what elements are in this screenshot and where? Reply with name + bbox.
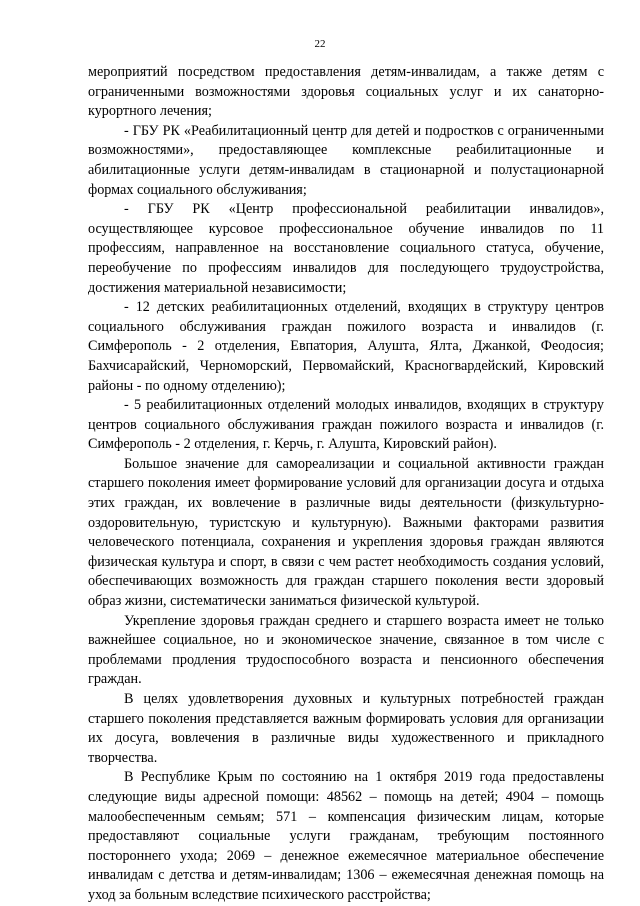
list-item-vocational-rehab-center: - ГБУ РК «Центр профессиональной реабилитации инвалидов», осуществляющее курсовое профессиональное обучение инвалидов по 11 профессиям, направленное на восстановление социального статуса, обучение, переобучение по профессиям инвалидов для последующего трудоустройства, достижения материальной независимости;: [88, 201, 604, 296]
paragraph-leisure-sports: Большое значение для самореализации и социальной активности граждан старшего поколения имеет формирование условий для организации досуга и отдыха этих граждан, их вовлечение в различные виды деятельности (физкультурно-оздоровительную, туристскую и культурную). Важными факторами развития человеческого потенциала, сохранения и укрепления здоровья граждан являются физическая культура и спорт, в связи с чем растет необходимость создания условий, обеспечивающих возможность для граждан старшего поколения вести здоровый образ жизни, систематически заниматься физической культурой.: [88, 455, 604, 610]
page-number: 22: [314, 38, 326, 50]
list-item-young-disabled-departments: - 5 реабилитационных отделений молодых инвалидов, входящих в структуру центров социального обслуживания граждан пожилого возраста и инвалидов (г. Симферополь - 2 отделения, г. Керчь, г. Алушта, Кировский район).: [88, 397, 604, 453]
list-item-children-rehab-departments: - 12 детских реабилитационных отделений, входящих в структуру центров социального обслуживания граждан пожилого возраста и инвалидов (г. Симферополь - 2 отделения, Евпатория, Алушта, Ялта, Джанкой, Феодосия; Бахчисарайский, Черноморский, Первомайский, Красногвардейский, Кировский районы - по одному отделению);: [88, 299, 604, 394]
list-item-rehab-center-children: - ГБУ РК «Реабилитационный центр для детей и подростков с ограниченными возможностями», предоставляющее комплексные реабилитационные и абилитационные услуги детям-инвалидам в стационарной и полустационарной формах социального обслуживания;: [88, 122, 604, 198]
paragraph-health: Укрепление здоровья граждан среднего и старшего возраста имеет не только важнейшее социальное, но и экономическое значение, связанное в том числе с проблемами продления трудоспособного возраста и пенсионного обеспечения граждан.: [88, 612, 604, 688]
paragraph-targeted-assistance: В Республике Крым по состоянию на 1 октября 2019 года предоставлены следующие виды адресной помощи: 48562 – помощь на детей; 4904 – помощь малообеспеченным семьям; 571 – компенсация физическим лицам, которые предоставляют социальные услуги гражданам, требующим постоянного постороннего ухода; 2069 – денежное ежемесячное материальное обеспечение инвалидам с детства и детям-инвалидам; 1306 – ежемесячная денежная помощь на уход за больным вследствие психического расстройства;: [88, 769, 604, 903]
paragraph-continuation: мероприятий посредством предоставления детям-инвалидам, а также детям с ограниченными возможностями здоровья социальных услуг и их санаторно-курортного лечения;: [88, 64, 604, 120]
document-body: [88, 63, 604, 906]
paragraph-cultural-needs: В целях удовлетворения духовных и культурных потребностей граждан старшего поколения представляется важным формировать условия для организации их досуга, вовлечения в различные виды художественного и прикладного творчества.: [88, 691, 604, 766]
